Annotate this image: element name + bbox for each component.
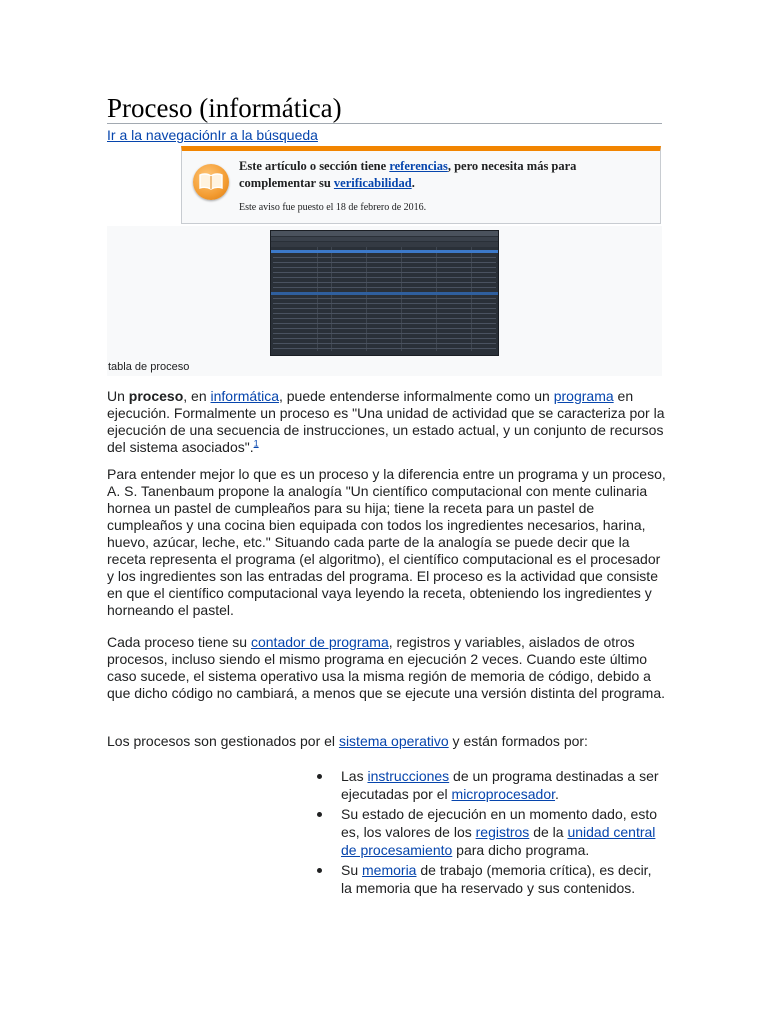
paragraph-os: Los procesos son gestionados por el sistema operativo y están formados por: <box>107 733 588 749</box>
jump-links[interactable]: Ir a la navegaciónIr a la búsqueda <box>107 127 318 143</box>
process-table-screenshot[interactable] <box>270 230 499 356</box>
notice-date: Este aviso fue puesto el 18 de febrero de 2016. <box>239 202 427 213</box>
paragraph-definition: Un proceso, en informática, puede entenderse informalmente como un programa en ejecución. Formalmente un proceso es "Una unidad de actividad que se caracteriza por la ejecución de una secuencia de instrucciones, un estado actual, y un conjunto de recursos del sistema asociados".$^1$ <box>107 388 665 455</box>
link-unidad-central-de-procesamiento[interactable]: unidad central de procesamiento <box>341 824 656 858</box>
link-programa[interactable]: programa <box>553 388 614 404</box>
term-proceso: proceso <box>128 388 184 404</box>
link-instrucciones[interactable]: instrucciones <box>367 768 450 784</box>
title-divider <box>107 123 662 124</box>
list-item: Su memoria de trabajo (memoria crítica), es decir, la memoria que ha reservado y sus contenidos. <box>341 861 666 897</box>
paragraph-analogy: Para entender mejor lo que es un proceso y la diferencia entre un programa y un proceso, A. S. Tanenbaum propone la analogía "Un científico computacional con mente culinaria hornea un pastel de cumpleaños para su hija; tiene la receta para un pastel de cumpleaños y una cocina bien equipada con todos los ingredientes necesarios, harina, huevo, azúcar, leche, etc." Situando cada parte de la analogía se puede decir que la receta representa el programa (el algoritmo), el científico computacional es el procesador y los ingredientes son las entradas del programa. El proceso es la actividad que consiste en que el científico computacional vaya leyendo la receta, obteniendo los ingredientes y horneando el pastel. <box>107 466 666 618</box>
link-registros[interactable]: registros <box>475 824 530 840</box>
link-verificabilidad[interactable]: verificabilidad <box>333 176 412 190</box>
page-title: Proceso (informática) <box>107 93 342 123</box>
figure-box <box>107 226 662 376</box>
list-item: Su estado de ejecución en un momento dado, esto es, los valores de los registros de la unidad central de procesamiento para dicho programa. <box>341 805 666 859</box>
figure-caption: tabla de proceso <box>108 361 190 373</box>
components-list <box>341 767 666 899</box>
link-referencias[interactable]: referencias <box>389 159 448 173</box>
link-contador-de-programa[interactable]: contador de programa <box>250 634 389 650</box>
list-item: Las instrucciones de un programa destinadas a ser ejecutadas por el microprocesador. <box>341 767 666 803</box>
link-memoria[interactable]: memoria <box>362 862 417 878</box>
link-informatica[interactable]: informática <box>210 388 279 404</box>
paragraph-program-counter: Cada proceso tiene su contador de programa, registros y variables, aislados de otros procesos, incluso siendo el mismo programa en ejecución 2 veces. Cuando este último caso sucede, el sistema operativo usa la misma región de memoria de código, debido a que dicho código no cambiará, a menos que se ejecute una versión distinta del programa. <box>107 634 666 701</box>
link-sistema-operativo[interactable]: sistema operativo <box>338 733 449 749</box>
link-microprocesador[interactable]: microprocesador <box>451 786 556 802</box>
notice-message: Este artículo o sección tiene referencias, pero necesita más para complementar su verificabilidad. <box>239 159 577 190</box>
reference-1[interactable]: 1 <box>253 438 259 449</box>
book-icon <box>193 164 229 200</box>
maintenance-notice <box>181 146 661 224</box>
